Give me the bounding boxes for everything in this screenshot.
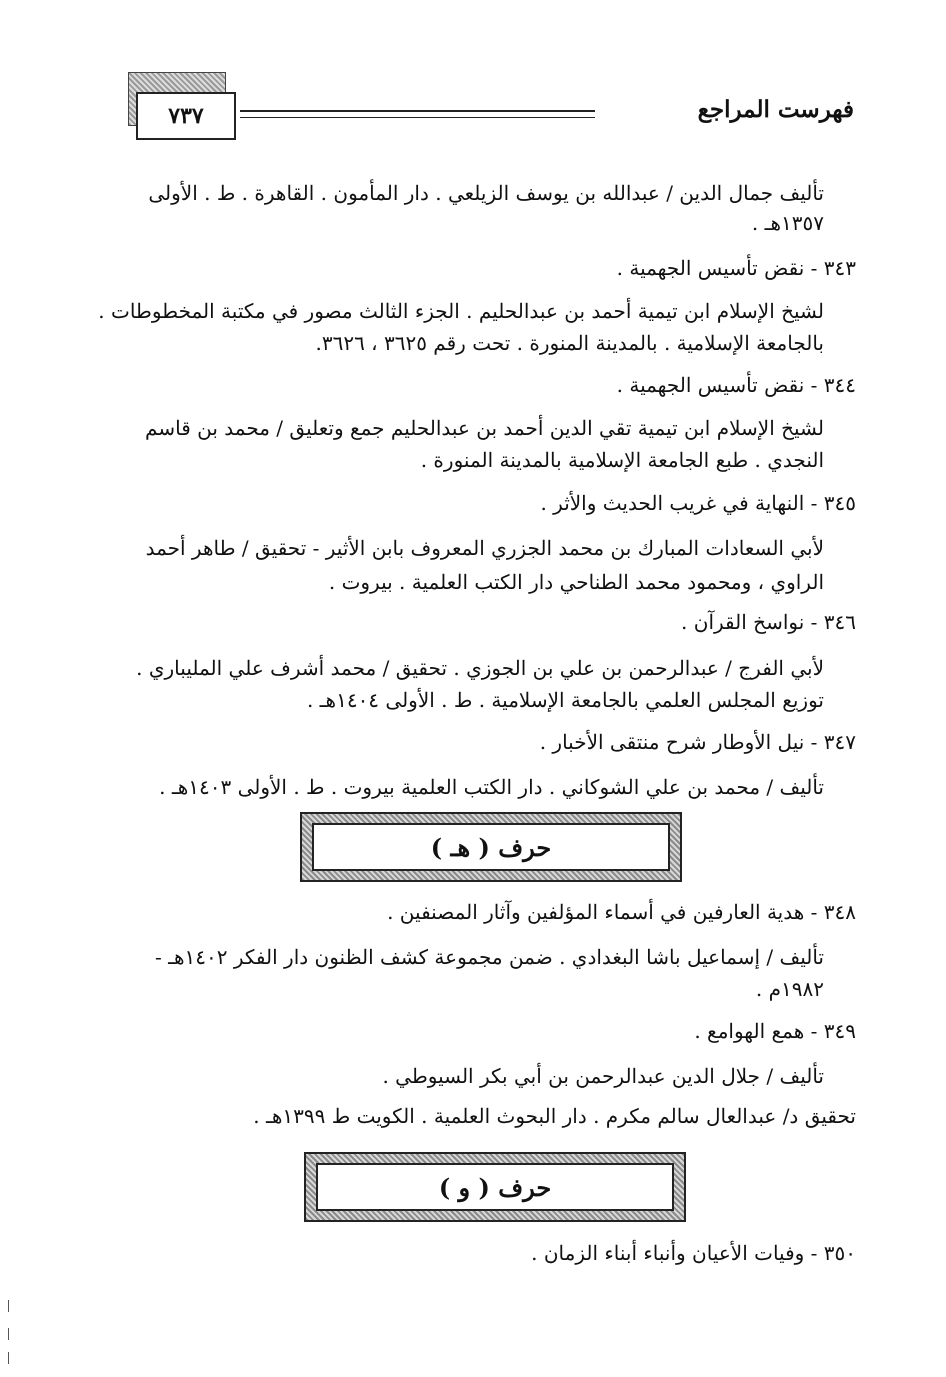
scan-margin-mark (8, 1328, 9, 1340)
text-line: توزيع المجلس العلمي بالجامعة الإسلامية . ط . الأولى ١٤٠٤هـ . (306, 688, 824, 712)
entry-heading: ٣٥٠ - وفيات الأعيان وأنباء أبناء الزمان . (531, 1241, 856, 1265)
text-line: ١٩٨٢م . (755, 977, 824, 1001)
text-line: النجدي . طبع الجامعة الإسلامية بالمدينة المنورة . (420, 448, 824, 472)
text-line: لأبي الفرج / عبدالرحمن بن علي بن الجوزي . تحقيق / محمد أشرف علي المليباري . (136, 656, 824, 680)
text-line: تأليف / إسماعيل باشا البغدادي . ضمن مجموعة كشف الظنون دار الفكر ١٤٠٢هـ - (154, 945, 824, 969)
text-line: تحقيق د/ عبدالعال سالم مكرم . دار البحوث العلمية . الكويت ط ١٣٩٩هـ . (253, 1104, 856, 1128)
entry-heading: ٣٤٥ - النهاية في غريب الحديث والأثر . (540, 491, 856, 515)
scan-margin-mark (8, 1300, 9, 1312)
entry-heading: ٣٤٧ - نيل الأوطار شرح منتقى الأخبار . (539, 730, 856, 754)
text-line: تأليف / محمد بن علي الشوكاني . دار الكتب العلمية بيروت . ط . الأولى ١٤٠٣هـ . (159, 775, 824, 799)
entry-heading: ٣٤٨ - هدية العارفين في أسماء المؤلفين وآثار المصنفين . (387, 900, 856, 924)
page-number: ٧٣٧ (136, 92, 236, 140)
text-line: تأليف جمال الدين / عبدالله بن يوسف الزيلعي . دار المأمون . القاهرة . ط . الأولى (148, 181, 824, 205)
header-rule (240, 110, 595, 118)
section-heading-ha: حرف ( هـ ) (312, 823, 670, 871)
entry-heading: ٣٤٣ - نقض تأسيس الجهمية . (616, 256, 856, 280)
text-line: لشيخ الإسلام ابن تيمية أحمد بن عبدالحليم . الجزء الثالث مصور في مكتبة المخطوطات . (98, 299, 824, 323)
text-line: بالجامعة الإسلامية . بالمدينة المنورة . تحت رقم ٣٦٢٥ ، ٣٦٢٦. (315, 331, 824, 355)
entry-heading: ٣٤٩ - همع الهوامع . (694, 1019, 856, 1043)
section-heading-waw: حرف ( و ) (316, 1163, 674, 1211)
text-line: لشيخ الإسلام ابن تيمية تقي الدين أحمد بن عبدالحليم جمع وتعليق / محمد بن قاسم (145, 416, 824, 440)
text-line: لأبي السعادات المبارك بن محمد الجزري المعروف بابن الأثير - تحقيق / طاهر أحمد (145, 536, 824, 560)
text-line: الراوي ، ومحمود محمد الطناحي دار الكتب العلمية . بيروت . (328, 570, 824, 594)
scan-margin-mark (8, 1352, 9, 1364)
entry-heading: ٣٤٦ - نواسخ القرآن . (681, 610, 856, 634)
text-line: ١٣٥٧هـ . (751, 211, 824, 235)
page-header-title: فهرست المراجع (697, 96, 854, 123)
text-line: تأليف / جلال الدين عبدالرحمن بن أبي بكر السيوطي . (382, 1064, 824, 1088)
entry-heading: ٣٤٤ - نقض تأسيس الجهمية . (616, 373, 856, 397)
